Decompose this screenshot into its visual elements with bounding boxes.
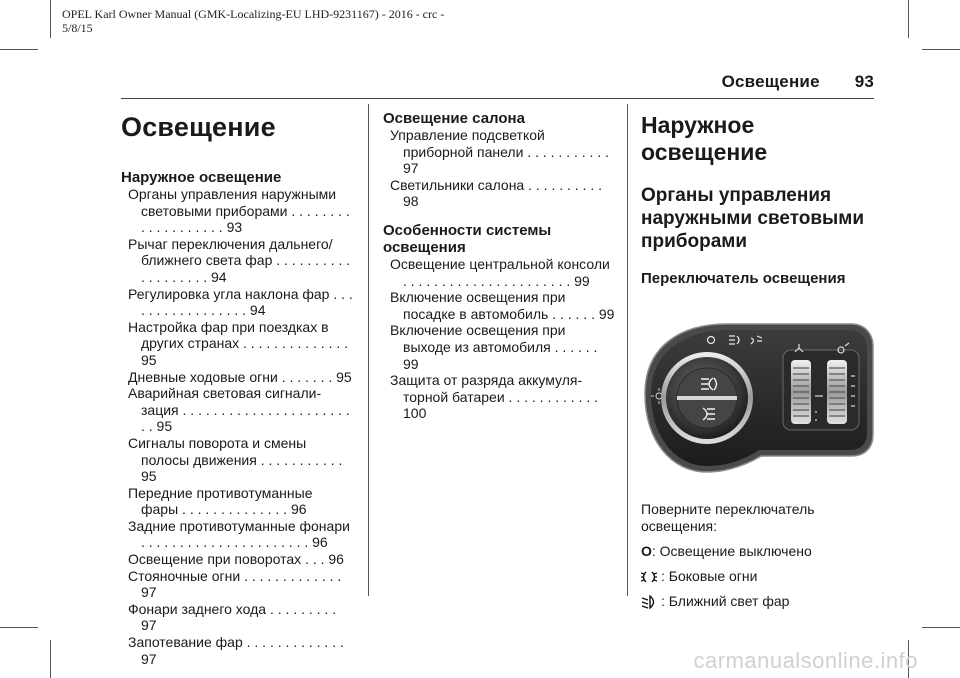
toc-entry[interactable]: Управление подсветкой приборной панели . . . . . . . . . . . 97 (390, 127, 609, 177)
toc-entry[interactable]: Дневные ходовые огни . . . . . . . 95 (128, 368, 352, 385)
toc-section-heading: Особенности системы освещения (383, 221, 552, 256)
legend-item-side-lights (641, 568, 877, 585)
print-metadata-line: OPEL Karl Owner Manual (GMK-Localizing-EU LHD-9231167) - 2016 - crc - (62, 7, 445, 21)
running-head-title: Освещение (721, 72, 820, 91)
range-wheel (827, 360, 847, 424)
toc-entry[interactable]: Включение освещения при посадке в автомобиль . . . . . . 99 (390, 289, 615, 322)
topic-heading: Переключатель освещения (641, 270, 846, 287)
toc-entry[interactable]: Аварийная световая сигнализация . . . . . . . . . . . . . . . . . . . . . . . . 95 (128, 385, 350, 435)
crop-mark (50, 0, 51, 38)
toc-entry[interactable]: Освещение центральной консоли . . . . . . . . . . . . . . . . . . . . . . 99 (390, 255, 610, 289)
crop-mark (0, 627, 38, 628)
toc-section-heading: Освещение салона (383, 110, 525, 127)
page-number: 93 (854, 72, 874, 91)
toc-entry[interactable]: Органы управления наружными световыми приборами . . . . . . . . . . . . . . . . . . . 93 (128, 186, 350, 236)
light-switch-figure (641, 316, 877, 474)
toc-entry[interactable]: Сигналы поворота и смены полосы движения . . . . . . . . . . . 95 (128, 434, 343, 485)
legend-text: : Боковые огни (661, 568, 758, 584)
toc-entry[interactable]: Задние противотуманные фонари . . . . . . . . . . . . . . . . . . . . . . 96 (128, 517, 350, 551)
toc-entry[interactable]: Запотевание фар . . . . . . . . . . . . . 97 (128, 634, 344, 667)
section-heading: Наружное освещение (641, 112, 768, 165)
header-rule (121, 98, 874, 99)
switch-off-symbol: O (641, 543, 652, 559)
toc-entry[interactable]: Освещение при поворотах . . . 96 (128, 551, 344, 568)
toc-column-2 (383, 104, 615, 422)
instruction-text: Поверните переключатель освещения: (641, 501, 815, 534)
crop-mark (922, 49, 960, 50)
toc-entry[interactable]: Светильники салона . . . . . . . . . . 98 (390, 176, 603, 210)
toc-entry[interactable]: Фонари заднего хода . . . . . . . . . 97 (128, 600, 337, 634)
legend-item-low-beam (641, 593, 877, 610)
side-lights-icon (641, 570, 657, 584)
toc-list (383, 256, 615, 422)
content-column (641, 104, 877, 610)
dimmer-wheel (791, 360, 811, 424)
toc-section-heading: Наружное освещение (121, 169, 282, 186)
print-metadata (62, 7, 482, 35)
chapter-title: Освещение (121, 112, 276, 142)
low-beam-icon (641, 595, 657, 609)
subsection-heading: Органы управления наружными световыми приборами (641, 185, 864, 252)
crop-mark (50, 640, 51, 678)
toc-entry[interactable]: Передние противотуманные фары . . . . . . . . . . . . . . 96 (128, 484, 313, 518)
light-switch-illustration (641, 316, 877, 474)
legend-text: : Ближний свет фар (661, 593, 790, 609)
legend-text: : Освещение выключено (651, 543, 812, 559)
toc-entry[interactable]: Настройка фар при поездках в других странах . . . . . . . . . . . . . . 95 (128, 318, 349, 368)
toc-entry[interactable]: Регулировка угла наклона фар . . . . . . . . . . . . . . . . . 94 (128, 285, 353, 319)
column-divider (627, 104, 628, 596)
crop-mark (0, 49, 38, 50)
toc-list (121, 186, 353, 667)
running-head (722, 72, 874, 92)
column-divider (368, 104, 369, 596)
toc-list (383, 127, 615, 210)
print-metadata-line: 5/8/15 (62, 21, 93, 35)
toc-entry[interactable]: Защита от разряда аккумуляторной батареи . . . . . . . . . . . . 100 (390, 372, 599, 422)
crop-mark (908, 0, 909, 38)
watermark-text: carmanualsonline.info (693, 648, 918, 673)
legend-item-off (641, 543, 877, 560)
toc-entry[interactable]: Включение освещения при выходе из автомобиля . . . . . . 99 (390, 322, 598, 372)
toc-entry[interactable]: Стояночные огни . . . . . . . . . . . . . 97 (128, 567, 342, 601)
toc-column-1 (121, 104, 353, 667)
crop-mark (922, 627, 960, 628)
toc-entry[interactable]: Рычаг переключения дальнего/ближнего света фар . . . . . . . . . . . . . . . . . . . 94 (128, 235, 351, 285)
